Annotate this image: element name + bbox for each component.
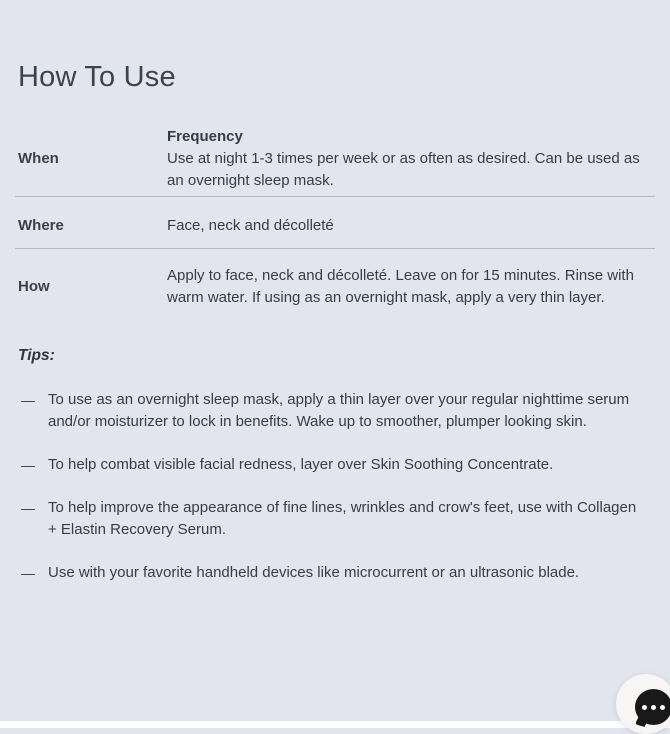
tip-text: To help combat visible facial redness, layer over Skin Soothing Concentrate. [48, 456, 554, 473]
frequency-heading: Frequency [167, 128, 243, 145]
dash-bullet-icon: — [21, 565, 35, 581]
chat-launcher-button[interactable] [616, 674, 670, 734]
table-row-when [18, 122, 652, 196]
dash-bullet-icon: — [21, 457, 35, 473]
list-item [18, 389, 652, 433]
tip-text: To help improve the appearance of fine lines, wrinkles and crow's feet, use with Collagen + Elastin Recovery Serum. [48, 499, 637, 538]
row-label-when: When [18, 150, 59, 167]
row-content-when [167, 126, 652, 192]
tips-list [18, 389, 652, 584]
table-row-how [18, 249, 652, 315]
how-text: Apply to face, neck and décolleté. Leave on for 15 minutes. Rinse with warm water. If using as an overnight mask, apply a very thin layer. [167, 267, 634, 306]
dash-bullet-icon: — [21, 500, 35, 516]
dash-bullet-icon: — [21, 392, 35, 408]
frequency-text: Use at night 1-3 times per week or as often as desired. Can be used as an overnight sleep mask. [167, 150, 640, 189]
chat-dots-icon [635, 689, 670, 725]
how-to-use-section [0, 58, 670, 584]
page-title: How To Use [18, 61, 176, 93]
row-label-where: Where [18, 217, 64, 234]
list-item [18, 454, 652, 476]
next-section-edge [0, 721, 670, 728]
where-text: Face, neck and décolleté [167, 217, 334, 234]
tip-text: To use as an overnight sleep mask, apply a thin layer over your regular nighttime serum and/or moisturizer to lock in benefits. Wake up to smoother, plumper looking skin. [48, 391, 630, 430]
chat-bubble-icon [635, 689, 670, 725]
usage-table [18, 122, 652, 315]
table-row-where [18, 197, 652, 248]
list-item [18, 497, 652, 541]
tips-heading: Tips: [18, 347, 55, 364]
list-item [18, 562, 652, 584]
row-label-how: How [18, 278, 50, 295]
tip-text: Use with your favorite handheld devices like microcurrent or an ultrasonic blade. [48, 564, 580, 581]
